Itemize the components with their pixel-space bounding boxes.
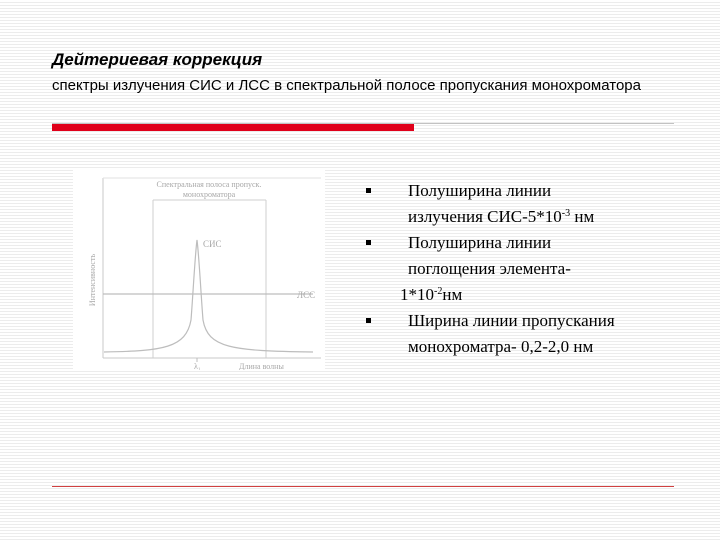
bullet-list [360, 178, 680, 360]
bottom-divider [52, 486, 674, 487]
bullet-marker [366, 240, 371, 245]
bullet-1-line2: излучения СИС-$5*10^{-3}$ нм [408, 207, 595, 226]
bullet-2-line3: $1*10^{-2}нм$ [400, 285, 463, 304]
bullet-3-line2: монохроматра- 0,2-2,0 нм [408, 337, 594, 356]
x-tick-label: λ₁ [194, 362, 201, 370]
figure-title-line1: Спектральная полоса пропуск. [156, 180, 262, 189]
x-axis-label: Длина волны [239, 362, 284, 370]
slide-subtitle: спектры излучения СИС и ЛСС в спектральной полосе пропускания монохроматора [52, 77, 641, 94]
bullet-1-line1: Полуширина линии [408, 181, 552, 200]
bullet-2-line1: Полуширина линии [408, 233, 552, 252]
bullet-item [360, 308, 680, 360]
continuum-label: ЛСС [297, 290, 316, 300]
spectrum-figure [73, 170, 325, 370]
peak-label: СИС [203, 239, 222, 249]
bullet-item [360, 230, 680, 308]
accent-bar [52, 124, 414, 131]
y-axis-label: Интенсивность [88, 253, 97, 307]
figure-title-line2: монохроматора [182, 190, 236, 199]
bullet-marker [366, 188, 371, 193]
emission-peak-curve [104, 240, 316, 352]
slide-title: Дейтериевая коррекция [52, 50, 263, 69]
bullet-item [360, 178, 680, 230]
bullet-2-line2: поглощения элемента- [408, 259, 571, 278]
bullet-3-line1: Ширина линии пропускания [408, 311, 615, 330]
spectrum-diagram [73, 170, 325, 370]
bullet-marker [366, 318, 371, 323]
